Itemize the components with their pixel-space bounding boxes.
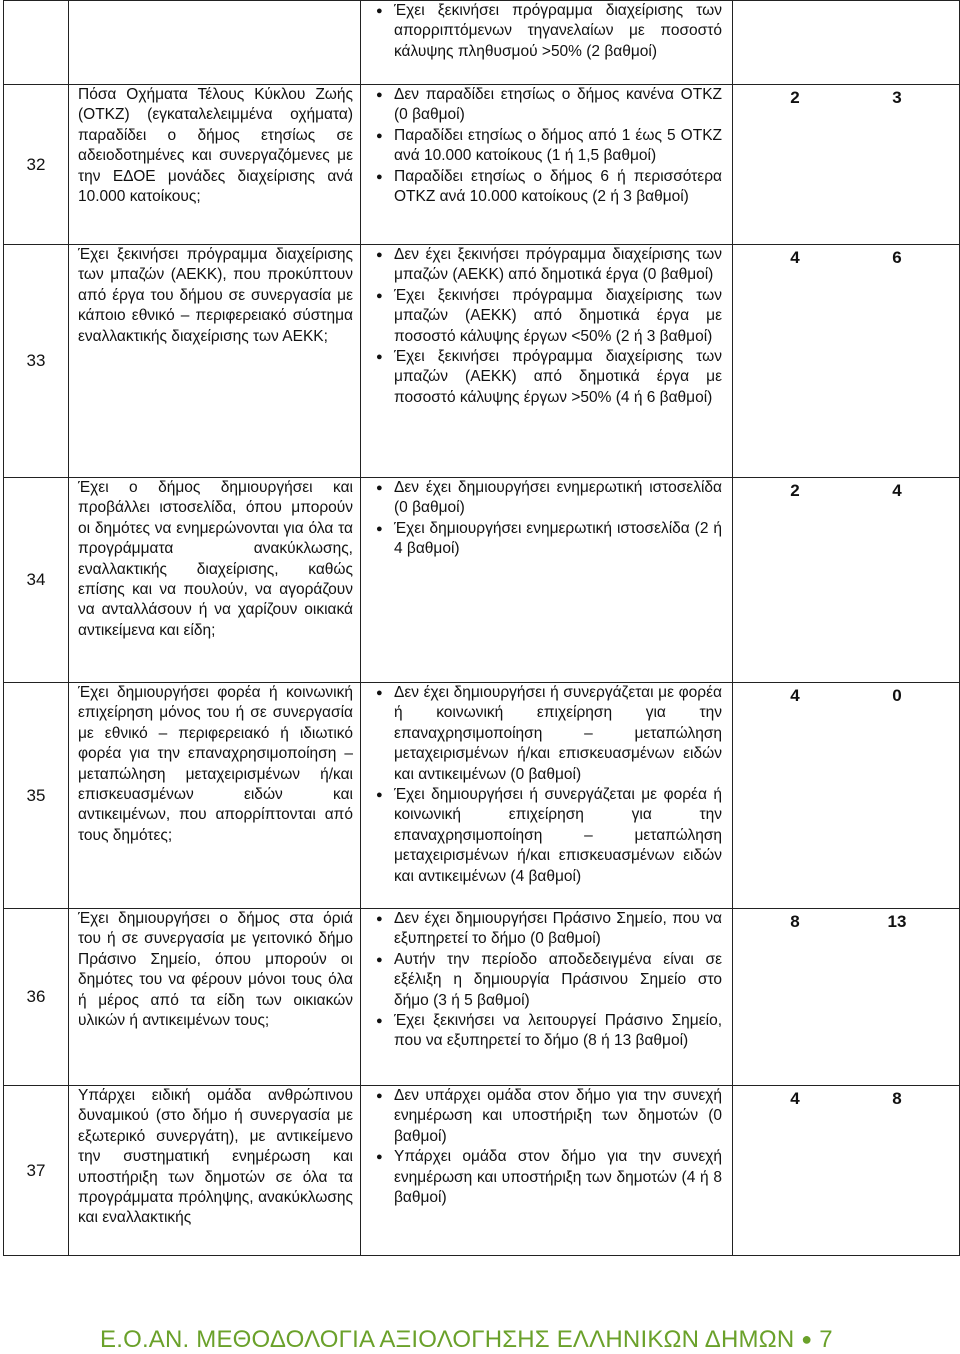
score-pair	[733, 1086, 959, 1109]
answer-option	[367, 785, 722, 887]
table-row	[4, 683, 960, 909]
answer-options-cell	[361, 683, 733, 909]
bullet-icon: ●	[376, 1090, 383, 1102]
evaluation-table-body	[4, 1, 960, 1256]
answer-option	[367, 909, 722, 950]
question-text: Έχει δημιουργήσει ο δήμος στα όριά του ή σε συνεργασία με γειτονικό δήμο Πράσινο Σημείο, όπου μπορούν οι δημότες του να φέρουν μόνοι τους όλα ή μέρος από τα είδη των οικιακών υλικών ή αντικειμένων τους;	[78, 910, 353, 1030]
score-value: 4	[790, 686, 800, 705]
question-cell	[69, 683, 361, 909]
answer-option-text: Παραδίδει ετησίως ο δήμος 6 ή περισσότερα ΟΤΚΖ ανά 10.000 κατοίκους (2 ή 3 βαθμοί)	[394, 167, 722, 206]
bullet-icon: ●	[376, 913, 383, 925]
question-number: 33	[4, 245, 69, 478]
answer-option-text: Δεν παραδίδει ετησίως ο δήμος κανένα ΟΤΚΖ (0 βαθμοί)	[394, 86, 722, 124]
score-value: 4	[790, 248, 800, 267]
score-cell	[733, 683, 960, 909]
answer-option	[367, 478, 722, 519]
answer-option-text: Δεν έχει δημιουργήσει Πράσινο Σημείο, που να εξυπηρετεί το δήμο (0 βαθμοί)	[394, 910, 722, 948]
table-row	[4, 1, 960, 85]
page-number: 7	[819, 1326, 833, 1353]
answer-option-text: Δεν έχει δημιουργήσει ενημερωτική ιστοσελίδα (0 βαθμοί)	[394, 479, 722, 517]
answer-option-text: Δεν έχει δημιουργήσει ή συνεργάζεται με φορέα ή κοινωνική επιχείρηση για την επαναχρησιμοποίηση – μεταπώληση μεταχειρισμένων ή/και επισκευασμένων ειδών και αντικειμένων (0 βαθμοί)	[394, 684, 722, 783]
max-score-value: 8	[892, 1089, 902, 1108]
answer-options-list	[367, 683, 722, 887]
answer-option	[367, 1086, 722, 1147]
max-score-value: 6	[892, 248, 902, 267]
score-value: 4	[790, 1089, 800, 1108]
score-pair	[733, 245, 959, 268]
score-cell	[733, 85, 960, 245]
score-cell	[733, 1086, 960, 1256]
answer-options-list	[367, 1, 722, 62]
answer-option-text: Δεν έχει ξεκινήσει πρόγραμμα διαχείρισης των μπαζών (ΑΕΚΚ) από δημοτικά έργα (0 βαθμοί)	[394, 246, 722, 284]
question-cell	[69, 1086, 361, 1256]
bullet-icon: ●	[376, 1151, 383, 1164]
answer-option	[367, 245, 722, 286]
bullet-icon: ●	[376, 351, 383, 364]
bullet-icon: ●	[376, 1015, 383, 1028]
answer-options-list	[367, 245, 722, 408]
bullet-icon: ●	[376, 522, 383, 535]
question-number: 37	[4, 1086, 69, 1256]
answer-option	[367, 286, 722, 347]
answer-option	[367, 347, 722, 408]
bullet-icon: ●	[376, 170, 383, 183]
bullet-icon: ●	[376, 953, 383, 966]
question-number: 34	[4, 478, 69, 683]
question-number: 36	[4, 909, 69, 1086]
answer-options-cell	[361, 909, 733, 1086]
bullet-icon: ●	[376, 129, 383, 142]
answer-options-cell	[361, 1, 733, 85]
bullet-icon: ●	[376, 89, 383, 101]
answer-option-text: Αυτήν την περίοδο αποδεδειγμένα είναι σε εξέλιξη η δημιουργία Πράσινου Σημείο στο δήμο (3 ή 5 βαθμοί)	[394, 950, 722, 1009]
answer-options-cell	[361, 1086, 733, 1256]
answer-option	[367, 126, 722, 167]
answer-option	[367, 85, 722, 126]
table-row	[4, 245, 960, 478]
score-cell	[733, 245, 960, 478]
bullet-icon: ●	[376, 249, 383, 261]
answer-options-list	[367, 85, 722, 207]
question-number: 32	[4, 85, 69, 245]
answer-option-text: Έχει ξεκινήσει πρόγραμμα διαχείρισης των μπαζών (ΑΕΚΚ) από δημοτικά έργα με ποσοστό κάλυψης έργων <50% (2 ή 3 βαθμοί)	[394, 286, 722, 345]
bullet-icon: ●	[376, 687, 383, 699]
question-text: Υπάρχει ειδική ομάδα ανθρώπινου δυναμικού (στο δήμο ή συνεργασία με εξωτερικό συνεργάτη), με αντικείμενο την συστηματική ενημέρωση και υποστήριξη των δημοτών σε όλα τα προγράμματα πρόληψης, ανακύκλωσης και εναλλακτικής	[78, 1087, 353, 1227]
score-pair	[733, 85, 959, 108]
answer-options-list	[367, 909, 722, 1052]
question-cell	[69, 245, 361, 478]
answer-option-text: Δεν υπάρχει ομάδα στον δήμο για την συνεχή ενημέρωση και υποστήριξη των δημοτών (0 βαθμοί)	[394, 1087, 722, 1145]
table-row	[4, 85, 960, 245]
score-value: 2	[790, 481, 800, 500]
bullet-icon: ●	[376, 789, 383, 802]
answer-option	[367, 950, 722, 1011]
max-score-value: 3	[892, 88, 902, 107]
score-cell	[733, 1, 960, 85]
answer-options-cell	[361, 478, 733, 683]
question-cell	[69, 1, 361, 85]
table-row	[4, 478, 960, 683]
question-cell	[69, 478, 361, 683]
answer-option-text: Υπάρχει ομάδα στον δήμο για την συνεχή ενημέρωση και υποστήριξη των δημοτών (4 ή 8 βαθμοί)	[394, 1148, 722, 1207]
answer-option	[367, 1147, 722, 1208]
answer-option-text: Έχει ξεκινήσει πρόγραμμα διαχείρισης των απορριπτόμενων τηγανελαίων με ποσοστό κάλυψης πληθυσμού >50% (2 βαθμοί)	[394, 2, 722, 60]
question-text: Έχει ο δήμος δημιουργήσει και προβάλλει ιστοσελίδα, όπου μπορούν οι δημότες να ενημερώνονται για όλα τα προγράμματα ανακύκλωσης, εναλλακτικής διαχείρισης, καθώς επίσης και να πουλούν, να αγοράζουν να ανταλλάσουν ή να χαρίζουν οικιακά αντικείμενα και είδη;	[78, 479, 353, 639]
answer-options-cell	[361, 245, 733, 478]
bullet-icon: ●	[376, 482, 383, 494]
score-pair	[733, 1, 959, 4]
question-text: Έχει δημιουργήσει φορέα ή κοινωνική επιχείρηση μόνος του ή σε συνεργασία με εθνικό – περιφερειακό ή ιδιωτικό φορέα για την επαναχρησιμοποίηση – μεταπώληση μεταχειρισμένων ή/και επισκευασμένων ειδών και αντικειμένων, που απορρίπτονται από τους δημότες;	[78, 684, 353, 844]
question-text: Πόσα Οχήματα Τέλους Κύκλου Ζωής (ΟΤΚΖ) (εγκαταλελειμμένα οχήματα) παραδίδει ο δήμος ετησίως σε αδειοδοτημένες και συνεργαζόμενες με την ΕΔΟΕ μονάδες διαχείρισης ανά 10.000 κατοίκους;	[78, 86, 353, 206]
max-score-value: 0	[892, 686, 902, 705]
footer-title: Ε.Ο.ΑΝ. ΜΕΘΟΔΟΛΟΓΙΑ ΑΞΙΟΛΟΓΗΣΗΣ ΕΛΛΗΝΙΚΩΝ ΔΗΜΩΝ	[100, 1326, 795, 1353]
answer-option	[367, 167, 722, 208]
answer-option	[367, 683, 722, 785]
score-pair	[733, 909, 959, 932]
answer-options-cell	[361, 85, 733, 245]
answer-option-text: Έχει ξεκινήσει πρόγραμμα διαχείρισης των μπαζών (ΑΕΚΚ) από δημοτικά έργα με ποσοστό κάλυψης έργων >50% (4 ή 6 βαθμοί)	[394, 348, 722, 406]
max-score-value: 4	[892, 481, 902, 500]
score-cell	[733, 909, 960, 1086]
question-number	[4, 1, 69, 85]
answer-option-text: Έχει δημιουργήσει ενημερωτική ιστοσελίδα (2 ή 4 βαθμοί)	[394, 519, 722, 558]
answer-option	[367, 1, 722, 62]
evaluation-table	[3, 0, 960, 1256]
question-number: 35	[4, 683, 69, 909]
score-pair	[733, 683, 959, 706]
score-cell	[733, 478, 960, 683]
table-row	[4, 1086, 960, 1256]
bullet-separator-icon: ●	[801, 1329, 813, 1349]
bullet-icon: ●	[376, 289, 383, 302]
max-score-value: 13	[887, 912, 907, 931]
score-pair	[733, 478, 959, 501]
answer-option-text: Έχει ξεκινήσει να λειτουργεί Πράσινο Σημείο, που να εξυπηρετεί το δήμο (8 ή 13 βαθμοί)	[394, 1012, 722, 1050]
question-text: Έχει ξεκινήσει πρόγραμμα διαχείρισης των μπαζών (ΑΕΚΚ), που προκύπτουν από έργα του δήμου σε συνεργασία με κάποιο εθνικό – περιφερειακό σύστημα εναλλακτικής διαχείρισης των ΑΕΚΚ;	[78, 246, 353, 345]
answer-option-text: Παραδίδει ετησίως ο δήμος από 1 έως 5 ΟΤΚΖ ανά 10.000 κατοίκους (1 ή 1,5 βαθμοί)	[394, 126, 722, 165]
score-value: 2	[790, 88, 800, 107]
question-cell	[69, 909, 361, 1086]
answer-option-text: Έχει δημιουργήσει ή συνεργάζεται με φορέα ή κοινωνική επιχείρηση για την επαναχρησιμοποίηση – μεταπώληση μεταχειρισμένων ή/και επισκευασμένων ειδών και αντικειμένων (4 βαθμοί)	[394, 786, 722, 885]
answer-options-list	[367, 1086, 722, 1208]
table-row	[4, 909, 960, 1086]
answer-option	[367, 519, 722, 560]
question-cell	[69, 85, 361, 245]
answer-option	[367, 1011, 722, 1052]
answer-options-list	[367, 478, 722, 560]
bullet-icon: ●	[376, 5, 383, 17]
page-footer	[100, 1326, 833, 1354]
score-value: 8	[790, 912, 800, 931]
